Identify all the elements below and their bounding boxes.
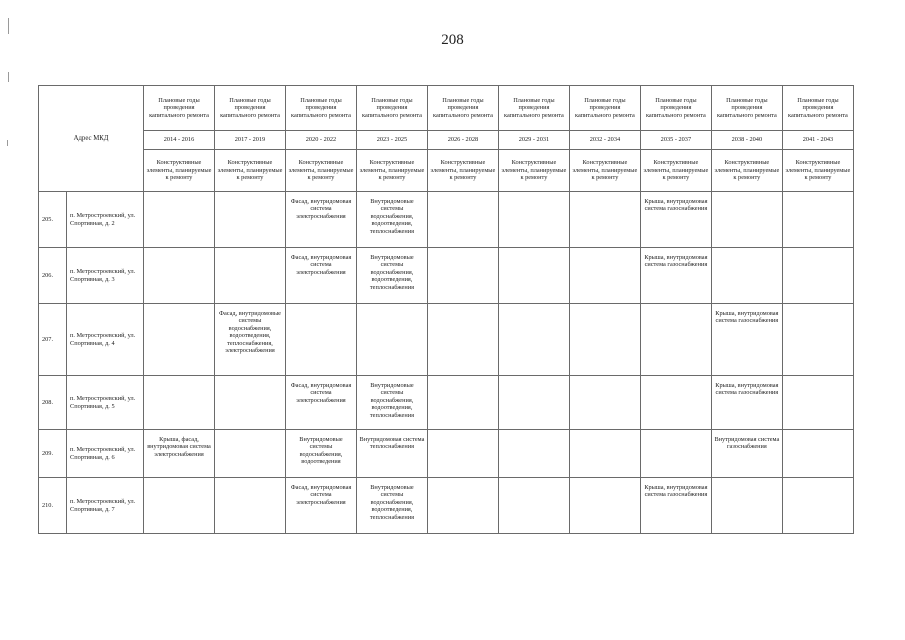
period-header: Плановые годы проведения капитального ремонта	[427, 86, 498, 131]
repair-elements-cell: Внутридомовые системы водоснабжения, водоотведения, теплоснабжения	[356, 376, 427, 430]
row-number: 208.	[39, 376, 67, 430]
repair-elements-cell	[498, 304, 569, 376]
repair-elements-cell	[285, 304, 356, 376]
period-years: 2029 - 2031	[498, 131, 569, 150]
period-years: 2032 - 2034	[569, 131, 640, 150]
table-row	[39, 376, 854, 430]
repair-elements-cell: Внутридомовые системы водоснабжения, водоотведения, теплоснабжения	[356, 478, 427, 534]
repair-elements-cell	[427, 248, 498, 304]
row-number: 206.	[39, 248, 67, 304]
row-number: 205.	[39, 192, 67, 248]
repair-elements-cell	[427, 478, 498, 534]
repair-elements-cell	[782, 376, 853, 430]
elements-header: Конструктивные элементы, планируемые к ремонту	[711, 150, 782, 192]
elements-header: Конструктивные элементы, планируемые к ремонту	[427, 150, 498, 192]
header-row-years	[39, 131, 854, 150]
repair-elements-cell: Крыша, внутридомовая система газоснабжения	[640, 248, 711, 304]
table-row	[39, 430, 854, 478]
repair-elements-cell	[215, 376, 286, 430]
period-header: Плановые годы проведения капитального ремонта	[144, 86, 215, 131]
period-header: Плановые годы проведения капитального ремонта	[356, 86, 427, 131]
period-years: 2026 - 2028	[427, 131, 498, 150]
period-header: Плановые годы проведения капитального ремонта	[640, 86, 711, 131]
row-address: п. Метростроевский, ул. Спортивная, д. 6	[67, 430, 144, 478]
repair-elements-cell	[144, 376, 215, 430]
elements-header: Конструктивные элементы, планируемые к ремонту	[640, 150, 711, 192]
repair-elements-cell: Крыша, внутридомовая система газоснабжения	[711, 304, 782, 376]
repair-elements-cell: Крыша, внутридомовая система газоснабжения	[640, 192, 711, 248]
repair-elements-cell	[782, 430, 853, 478]
repair-elements-cell	[356, 304, 427, 376]
repair-elements-cell: Фасад, внутридомовые системы водоснабжения, водоотведения, теплоснабжения, электроснабжения	[215, 304, 286, 376]
repair-elements-cell: Внутридомовые системы водоснабжения, водоотведения, теплоснабжения	[356, 192, 427, 248]
repair-elements-cell: Фасад, внутридомовая система электроснабжения	[285, 248, 356, 304]
period-years: 2014 - 2016	[144, 131, 215, 150]
row-address: п. Метростроевский, ул. Спортивная, д. 5	[67, 376, 144, 430]
elements-header: Конструктивные элементы, планируемые к ремонту	[569, 150, 640, 192]
repair-elements-cell	[782, 478, 853, 534]
period-years: 2041 - 2043	[782, 131, 853, 150]
repair-elements-cell	[569, 430, 640, 478]
period-header: Плановые годы проведения капитального ремонта	[711, 86, 782, 131]
repair-elements-cell: Фасад, внутридомовая система электроснабжения	[285, 478, 356, 534]
elements-header: Конструктивные элементы, планируемые к ремонту	[498, 150, 569, 192]
period-years: 2035 - 2037	[640, 131, 711, 150]
elements-header: Конструктивные элементы, планируемые к ремонту	[782, 150, 853, 192]
table-row	[39, 248, 854, 304]
period-years: 2020 - 2022	[285, 131, 356, 150]
repair-elements-cell: Внутридомовая система газоснабжения	[711, 430, 782, 478]
repair-elements-cell	[215, 478, 286, 534]
row-number: 210.	[39, 478, 67, 534]
repair-elements-cell	[427, 304, 498, 376]
repair-elements-cell	[569, 304, 640, 376]
scan-mark	[7, 140, 8, 146]
repair-elements-cell	[711, 192, 782, 248]
address-header: Адрес МКД	[39, 86, 144, 192]
repair-elements-cell	[427, 430, 498, 478]
repair-elements-cell	[498, 478, 569, 534]
period-years: 2038 - 2040	[711, 131, 782, 150]
period-years: 2023 - 2025	[356, 131, 427, 150]
repair-elements-cell	[144, 478, 215, 534]
page-number: 208	[441, 32, 464, 48]
repair-elements-cell	[711, 248, 782, 304]
period-header: Плановые годы проведения капитального ремонта	[569, 86, 640, 131]
repair-elements-cell	[144, 248, 215, 304]
period-header: Плановые годы проведения капитального ремонта	[215, 86, 286, 131]
table-row	[39, 478, 854, 534]
repair-elements-cell	[498, 430, 569, 478]
table-body	[39, 192, 854, 534]
repair-elements-cell	[640, 304, 711, 376]
repair-elements-cell	[215, 248, 286, 304]
repair-elements-cell: Фасад, внутридомовая система электроснабжения	[285, 192, 356, 248]
repair-elements-cell: Крыша, внутридомовая система газоснабжения	[711, 376, 782, 430]
row-number: 207.	[39, 304, 67, 376]
row-address: п. Метростроевский, ул. Спортивная, д. 7	[67, 478, 144, 534]
repair-elements-cell	[498, 376, 569, 430]
elements-header: Конструктивные элементы, планируемые к ремонту	[144, 150, 215, 192]
repair-elements-cell	[498, 248, 569, 304]
repair-elements-cell: Крыша, внутридомовая система газоснабжения	[640, 478, 711, 534]
period-header: Плановые годы проведения капитального ремонта	[285, 86, 356, 131]
period-years: 2017 - 2019	[215, 131, 286, 150]
repair-elements-cell: Крыша, фасад, внутридомовая система электроснабжения	[144, 430, 215, 478]
repair-elements-cell	[144, 304, 215, 376]
repair-elements-cell	[640, 430, 711, 478]
scan-mark	[8, 72, 9, 82]
capital-repair-table	[38, 85, 854, 534]
repair-elements-cell	[215, 430, 286, 478]
repair-elements-cell	[215, 192, 286, 248]
row-address: п. Метростроевский, ул. Спортивная, д. 3	[67, 248, 144, 304]
repair-elements-cell	[569, 248, 640, 304]
repair-elements-cell: Внутридомовая система теплоснабжения	[356, 430, 427, 478]
row-address: п. Метростроевский, ул. Спортивная, д. 2	[67, 192, 144, 248]
table-row	[39, 304, 854, 376]
period-header: Плановые годы проведения капитального ремонта	[782, 86, 853, 131]
repair-elements-cell	[782, 304, 853, 376]
repair-elements-cell	[144, 192, 215, 248]
repair-elements-cell	[427, 376, 498, 430]
scan-mark	[8, 18, 9, 34]
repair-elements-cell	[569, 478, 640, 534]
period-header: Плановые годы проведения капитального ремонта	[498, 86, 569, 131]
table-row	[39, 192, 854, 248]
repair-elements-cell	[498, 192, 569, 248]
header-row-elements	[39, 150, 854, 192]
repair-elements-cell: Внутридомовые системы водоснабжения, водоотведения, теплоснабжения	[356, 248, 427, 304]
repair-elements-cell: Внутридомовые системы водоснабжения, водоотведения	[285, 430, 356, 478]
repair-elements-cell	[711, 478, 782, 534]
elements-header: Конструктивные элементы, планируемые к ремонту	[285, 150, 356, 192]
elements-header: Конструктивные элементы, планируемые к ремонту	[215, 150, 286, 192]
row-number: 209.	[39, 430, 67, 478]
repair-elements-cell	[782, 192, 853, 248]
repair-elements-cell	[569, 376, 640, 430]
repair-elements-cell: Фасад, внутридомовая система электроснабжения	[285, 376, 356, 430]
header-row-periods	[39, 86, 854, 131]
row-address: п. Метростроевский, ул. Спортивная, д. 4	[67, 304, 144, 376]
elements-header: Конструктивные элементы, планируемые к ремонту	[356, 150, 427, 192]
repair-elements-cell	[569, 192, 640, 248]
repair-elements-cell	[782, 248, 853, 304]
repair-elements-cell	[640, 376, 711, 430]
repair-elements-cell	[427, 192, 498, 248]
